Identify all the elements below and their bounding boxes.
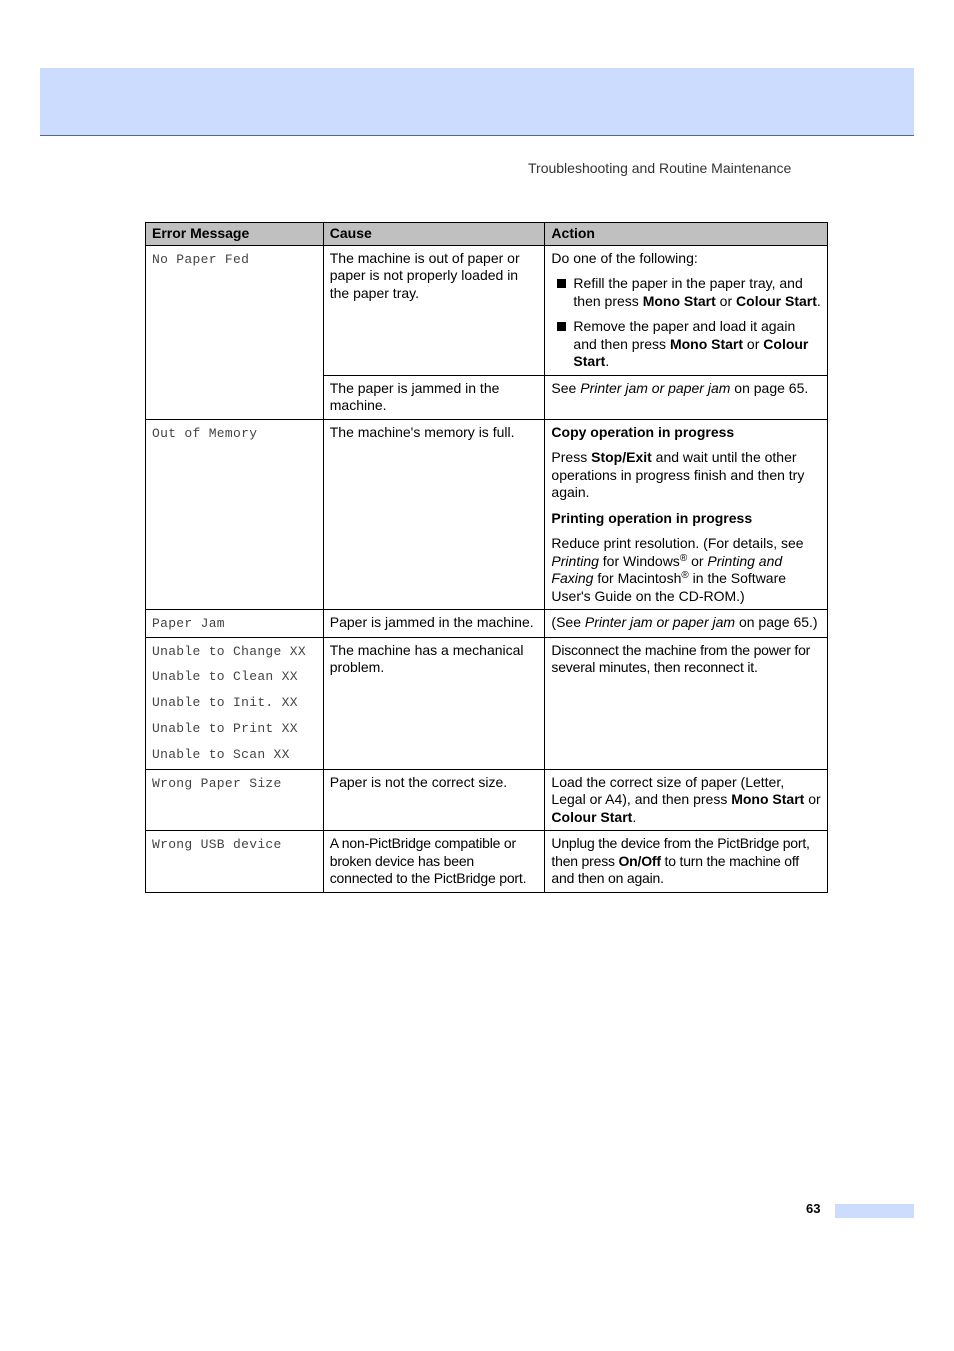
error-message-unable-to-print: Unable to Print XX: [152, 720, 298, 736]
action-text: or: [804, 791, 821, 808]
print-instructions: [551, 535, 821, 605]
action-cell: [545, 831, 828, 893]
action-text: .: [632, 808, 637, 825]
action-cell: [545, 419, 828, 610]
header-action: Action: [545, 223, 828, 246]
cause-cell: The machine has a mechanical problem.: [323, 637, 545, 769]
page-number: 63: [806, 1201, 821, 1216]
error-cell: [146, 769, 324, 831]
error-message-unable-to-init: Unable to Init. XX: [152, 695, 298, 711]
key-stop-exit: Stop/Exit: [591, 449, 652, 465]
cause-cell: Paper is not the correct size.: [323, 769, 545, 831]
table-row: [146, 610, 828, 638]
header-banner: [40, 68, 914, 136]
cross-reference: Printing: [551, 552, 599, 569]
action-text: Unplug the device from the PictBridge port, then press: [551, 835, 810, 869]
running-head: Troubleshooting and Routine Maintenance: [528, 160, 792, 176]
error-cell: [146, 637, 324, 769]
cause-cell: The machine's memory is full.: [323, 419, 545, 610]
error-message-wrong-paper-size: Wrong Paper Size: [152, 775, 282, 791]
action-text: or: [687, 552, 708, 569]
action-cell: Disconnect the machine from the power for several minutes, then reconnect it.: [545, 637, 828, 769]
bullet-text: or: [715, 292, 737, 309]
action-text: on page 65.): [735, 614, 818, 630]
error-cell: [146, 245, 324, 419]
action-cell: [545, 610, 828, 638]
action-text: to turn the machine off and then on again.: [551, 852, 799, 887]
bullet-text: .: [816, 292, 821, 309]
action-text: Load the correct size of paper (Letter, Legal or A4), and then press: [551, 773, 785, 808]
error-cell: [146, 831, 324, 893]
error-message-table: [145, 222, 828, 893]
action-text: and wait until the other operations in progress finish and then try again.: [551, 449, 805, 500]
bullet-text: Remove the paper and load it again and then press: [573, 318, 796, 352]
action-text: (See: [551, 614, 585, 630]
key-mono-start: Mono Start: [731, 791, 805, 808]
error-message-out-of-memory: Out of Memory: [152, 425, 258, 441]
error-cell: [146, 419, 324, 610]
table-row: [146, 769, 828, 831]
bullet-text: .: [605, 353, 610, 369]
error-cell: [146, 610, 324, 638]
table-header-row: [146, 223, 828, 246]
error-message-wrong-usb-device: Wrong USB device: [152, 837, 282, 853]
print-heading: [551, 510, 821, 528]
bullet-text: Refill the paper in the paper tray, and then press: [573, 275, 803, 309]
table-row: [146, 637, 828, 769]
header-error-message: Error Message: [146, 223, 324, 246]
action-list: [551, 275, 821, 371]
cause-cell: A non-PictBridge compatible or broken device has been connected to the PictBridge port.: [323, 831, 545, 893]
copy-heading: [551, 424, 821, 442]
action-text: See: [551, 379, 581, 396]
key-mono-start: Mono Start: [642, 292, 716, 309]
action-text: in the Software User's Guide on the CD-ROM.): [551, 570, 787, 604]
cause-cell: The paper is jammed in the machine.: [323, 375, 545, 419]
table-row: [146, 831, 828, 893]
list-item: [573, 318, 821, 371]
bullet-text: or: [743, 335, 764, 352]
error-message-unable-to-clean: Unable to Clean XX: [152, 669, 298, 685]
registered-mark: ®: [681, 570, 689, 581]
bullet-square-icon: [557, 322, 566, 331]
table-row: [146, 419, 828, 610]
action-text: for Windows: [598, 552, 680, 569]
cross-reference: Printing and Faxing: [551, 552, 783, 586]
cause-cell: Paper is jammed in the machine.: [323, 610, 545, 638]
action-text: Press: [551, 449, 592, 465]
key-on-off: On/Off: [618, 852, 661, 869]
key-mono-start: Mono Start: [669, 335, 744, 352]
list-item: [573, 275, 821, 310]
page-number-tab: [835, 1204, 914, 1218]
action-cell: [545, 245, 828, 375]
error-message-no-paper-fed: No Paper Fed: [152, 251, 250, 267]
cross-reference: Printer jam or paper jam: [584, 614, 736, 630]
action-text: Reduce print resolution. (For details, see: [551, 535, 804, 551]
key-colour-start: Colour Start: [551, 808, 633, 825]
action-text: on page 65.: [730, 379, 809, 396]
action-text: for Macintosh: [593, 570, 682, 586]
print-heading-text: Printing operation in progress: [551, 509, 753, 526]
table-row: [146, 245, 828, 375]
key-colour-start: Colour Start: [573, 335, 809, 369]
error-message-unable-to-change: Unable to Change XX: [152, 643, 306, 659]
header-cause: Cause: [323, 223, 545, 246]
copy-instructions: [551, 449, 821, 502]
registered-mark: ®: [679, 552, 688, 564]
error-message-unable-to-scan: Unable to Scan XX: [152, 746, 290, 762]
action-cell: [545, 375, 828, 419]
action-intro: Do one of the following:: [551, 249, 698, 266]
cause-cell: The machine is out of paper or paper is not properly loaded in the paper tray.: [323, 245, 545, 375]
error-message-paper-jam: Paper Jam: [152, 616, 225, 631]
action-cell: [545, 769, 828, 831]
copy-heading-text: Copy operation in progress: [551, 423, 735, 440]
bullet-square-icon: [557, 279, 566, 288]
cross-reference: Printer jam or paper jam: [580, 379, 731, 396]
key-colour-start: Colour Start: [736, 292, 817, 309]
